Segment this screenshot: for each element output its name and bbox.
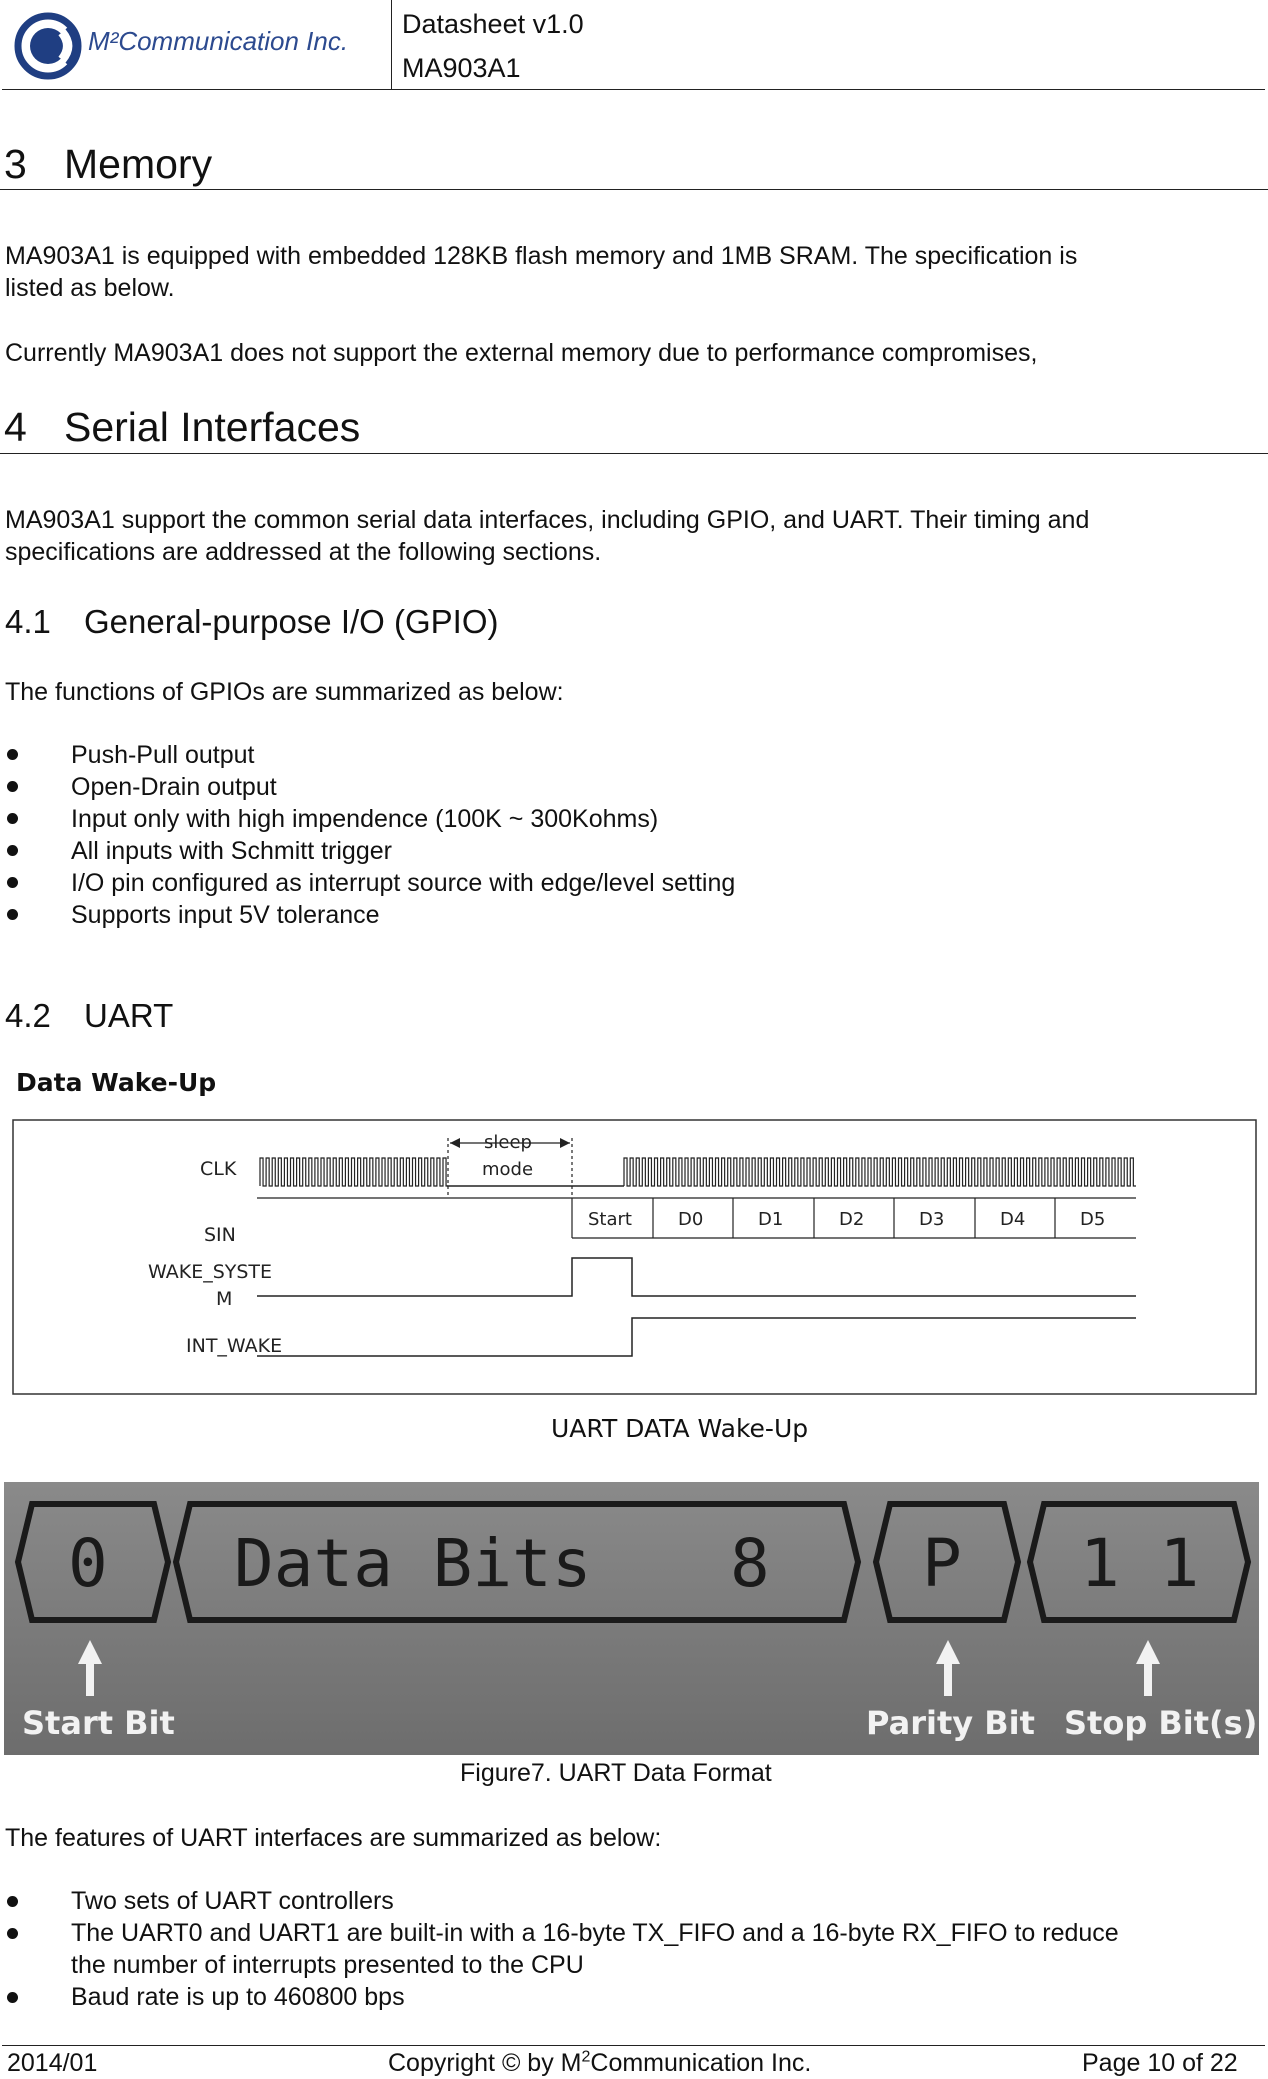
section-rule [0,453,1268,454]
list-item: All inputs with Schmitt trigger [71,837,392,865]
list-item: Supports input 5V tolerance [71,901,380,929]
signal-label-int-wake: INT_WAKE [186,1335,283,1357]
start-bit-label: Start Bit [22,1704,175,1742]
list-item: Push-Pull output [71,741,255,769]
doc-model: MA903A1 [402,53,521,83]
subsection-number: 4.1 [5,603,51,640]
paragraph: Currently MA903A1 does not support the external memory due to performance compromises, [5,339,1038,367]
bullet-icon [7,813,18,824]
signal-label-wake: WAKE_SYSTE [148,1261,273,1283]
subsection-title: General-purpose I/O (GPIO) [84,603,499,640]
mode-label: mode [482,1159,534,1180]
section-title: Memory [64,141,213,187]
uart-wake-timing-diagram [12,1118,1258,1396]
paragraph: The features of UART interfaces are summarized as below: [5,1824,662,1852]
copyright-prefix: Copyright © by M [388,2049,582,2077]
parity-bit-label: Parity Bit [866,1704,1035,1742]
section-rule [0,189,1268,190]
bullet-icon [7,845,18,856]
wake-figure-heading: Data Wake-Up [16,1068,217,1097]
list-item: Input only with high impendence (100K ~ 300Kohms) [71,805,659,833]
bullet-icon [7,1992,18,2003]
bullet-icon [7,1928,18,1939]
bullet-icon [7,1896,18,1907]
footer-page-number: Page 10 of 22 [1082,2049,1238,2077]
paragraph-line: MA903A1 support the common serial data interfaces, including GPIO, and UART. Their timing and [5,506,1090,534]
logo-text: M²Communication Inc. [88,26,349,56]
footer-rule [2,2045,1265,2046]
signal-label-sin: SIN [204,1224,236,1246]
footer-copyright [388,2047,811,2079]
start-bit-value: 0 [68,1525,108,1602]
doc-title: Datasheet v1.0 [402,9,584,39]
company-logo [10,6,390,84]
subsection-title: UART [84,997,174,1034]
data-bits-count: 8 [730,1525,770,1602]
section-number: 3 [4,141,27,187]
figure-caption: Figure7. UART Data Format [460,1759,772,1787]
header-divider-vertical [391,0,392,90]
section-number: 4 [4,404,27,450]
sin-field-d1: D1 [758,1209,784,1230]
list-item: Baud rate is up to 460800 bps [71,1983,405,2011]
bullet-icon [7,781,18,792]
header-rule [2,89,1265,90]
copyright-superscript: 2 [581,2048,591,2066]
paragraph: The functions of GPIOs are summarized as below: [5,678,564,706]
stop-bits-value: 1 1 [1080,1525,1200,1602]
bullet-icon [7,909,18,920]
sin-field-start: Start [588,1209,632,1230]
section-title: Serial Interfaces [64,404,361,450]
signal-label-clk: CLK [200,1158,237,1180]
parity-bit-value: P [922,1525,962,1602]
paragraph-line: listed as below. [5,274,175,302]
sin-field-d2: D2 [839,1209,865,1230]
bullet-icon [7,749,18,760]
sin-field-d5: D5 [1080,1209,1106,1230]
uart-data-format-diagram [4,1482,1259,1755]
logo-core-icon [30,28,66,64]
sin-field-d0: D0 [678,1209,704,1230]
copyright-suffix: Communication Inc. [590,2049,812,2077]
data-bits-label: Data Bits [234,1525,592,1602]
subsection-number: 4.2 [5,997,51,1034]
paragraph-line: specifications are addressed at the following sections. [5,538,602,566]
bullet-icon [7,877,18,888]
list-item: The UART0 and UART1 are built-in with a 16-byte TX_FIFO and a 16-byte RX_FIFO to reduce [71,1919,1119,1947]
signal-label-wake-cont: M [216,1288,233,1310]
footer-date: 2014/01 [7,2049,98,2077]
wake-figure-caption: UART DATA Wake-Up [551,1414,809,1443]
sleep-label: sleep [484,1132,532,1153]
stop-bits-label: Stop Bit(s) [1064,1704,1258,1742]
list-item: Open-Drain output [71,773,277,801]
sin-field-d3: D3 [919,1209,945,1230]
sin-field-d4: D4 [1000,1209,1026,1230]
list-item-continuation: the number of interrupts presented to the CPU [71,1951,584,1979]
list-item: I/O pin configured as interrupt source with edge/level setting [71,869,736,897]
paragraph-line: MA903A1 is equipped with embedded 128KB flash memory and 1MB SRAM. The specification is [5,242,1078,270]
list-item: Two sets of UART controllers [71,1887,394,1915]
